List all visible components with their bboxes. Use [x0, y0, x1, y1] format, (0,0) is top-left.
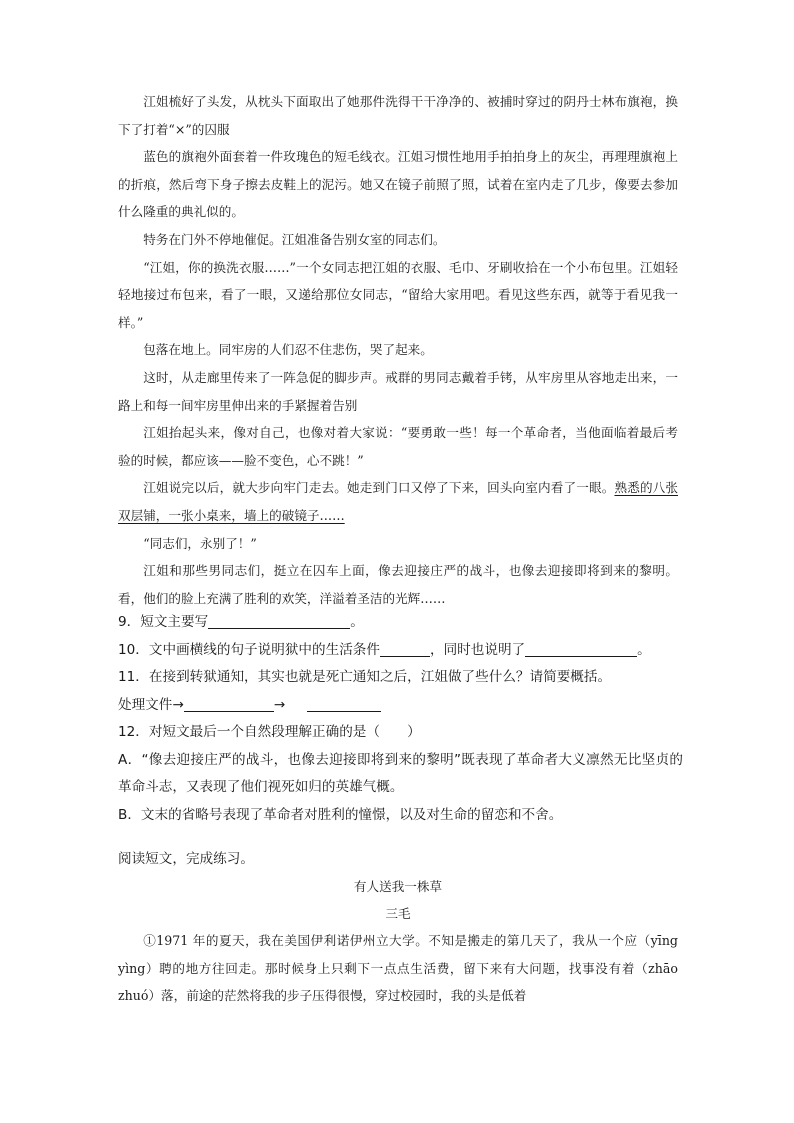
question-punctuation: 。: [350, 614, 364, 630]
story-paragraph: 江姐梳好了头发，从枕头下面取出了她那件洗得干干净净的、被捕时穿过的阴丹士林布旗袍，换下了打着“×”的囚服: [118, 94, 678, 137]
answer-blank[interactable]: [184, 695, 274, 712]
answer-blank[interactable]: [208, 612, 350, 629]
story-paragraph: [118, 474, 678, 529]
article-paragraph: ①1971 年的夏天，我在美国伊利诺伊州立大学。不知是搬走的第几天了，我从一个应（yīng yìng）聘的地方往回走。那时候身上只剩下一点点生活费，留下来有大问题，找事没有着（zhāo zhuó）落，前途的茫然将我的步子压得很慢，穿过校园时，我的头是低着: [118, 933, 691, 1004]
underlined-sentence: 熟悉的八张双层铺，一张小桌来，墙上的破镜子……: [118, 480, 679, 523]
answer-blank[interactable]: [307, 695, 381, 712]
process-step-label: 处理文件→: [118, 696, 184, 713]
story-paragraph: 包落在地上。同牢房的人们忍不住悲伤，哭了起来。: [143, 342, 433, 358]
section-instruction: 阅读短文，完成练习。: [118, 851, 254, 867]
question-9-text: 9．短文主要写: [118, 614, 209, 630]
story-text: [118, 88, 678, 612]
option-b[interactable]: B．文末的省略号表现了革命者对胜利的憧憬，以及对生命的留恋和不舍。: [118, 806, 563, 823]
question-10: [118, 637, 683, 665]
article-title: 有人送我一株草: [353, 879, 443, 894]
story-paragraph: “江姐，你的换洗衣服……”一个女同志把江姐的衣服、毛巾、牙刷收拾在一个小布包里。江姐轻轻地接过布包来，看了一眼，又递给那位女同志，“留给大家用吧。看见这些东西，就等于看见我一样。”: [118, 259, 678, 330]
question-10-text: 10．文中画横线的句子说明狱中的生活条件: [118, 641, 380, 658]
article-author: 三毛: [385, 906, 411, 921]
story-paragraph: 蓝色的旗袍外面套着一件玫瑰色的短毛线衣。江姐习惯性地用手拍拍身上的灰尘，再理理旗袍上的折痕，然后弯下身子擦去皮鞋上的泥污。她又在镜子前照了照，试着在室内走了几步，像要去参加什么隆重的典礼似的。: [118, 149, 678, 220]
story-paragraph: 这时，从走廊里传来了一阵急促的脚步声。戒群的男同志戴着手铐，从牢房里从容地走出来，一路上和每一间牢房里伸出来的手紧握着告别: [118, 369, 678, 413]
question-9: [118, 609, 683, 637]
story-sentence: 江姐说完以后，就大步向牢门走去。她走到门口又停了下来，回头向室内看了一眼。: [143, 480, 615, 496]
option-a[interactable]: A．“像去迎接庄严的战斗，也像去迎接即将到来的黎明”既表现了革命者大义凛然无比坚贞的革命斗志，又表现了他们视死如归的英雄气概。: [118, 751, 683, 795]
answer-blank[interactable]: [380, 640, 430, 657]
question-12: 12．对短文最后一个自然段理解正确的是（ ）: [118, 724, 421, 740]
story-paragraph: 特务在门外不停地催促。江姐准备告别女室的同志们。: [143, 231, 446, 247]
question-11: 11．在接到转狱通知，其实也就是死亡通知之后，江姐做了些什么？请简要概括。: [118, 669, 612, 685]
story-paragraph: 江姐和那些男同志们，挺立在囚车上面，像去迎接庄严的战斗，也像去迎接即将到来的黎明。看，他们的脸上充满了胜利的欢笑，洋溢着圣洁的光辉……: [118, 563, 678, 606]
reading-section-2: [118, 846, 691, 1010]
arrow-icon: →: [273, 696, 286, 713]
question-list: [118, 609, 683, 829]
question-10-text-2: ，同时也说明了: [429, 641, 526, 658]
story-paragraph: “同志们，永别了！”: [143, 535, 257, 551]
question-11-answer-line: [118, 692, 683, 720]
answer-blank[interactable]: [525, 640, 637, 657]
question-punctuation: 。: [637, 641, 651, 658]
story-paragraph: 江姐抬起头来，像对自己，也像对着大家说：“要勇敢一些！每一个革命者，当他面临着最后考验的时候，都应该——脸不变色，心不跳！”: [118, 425, 678, 468]
